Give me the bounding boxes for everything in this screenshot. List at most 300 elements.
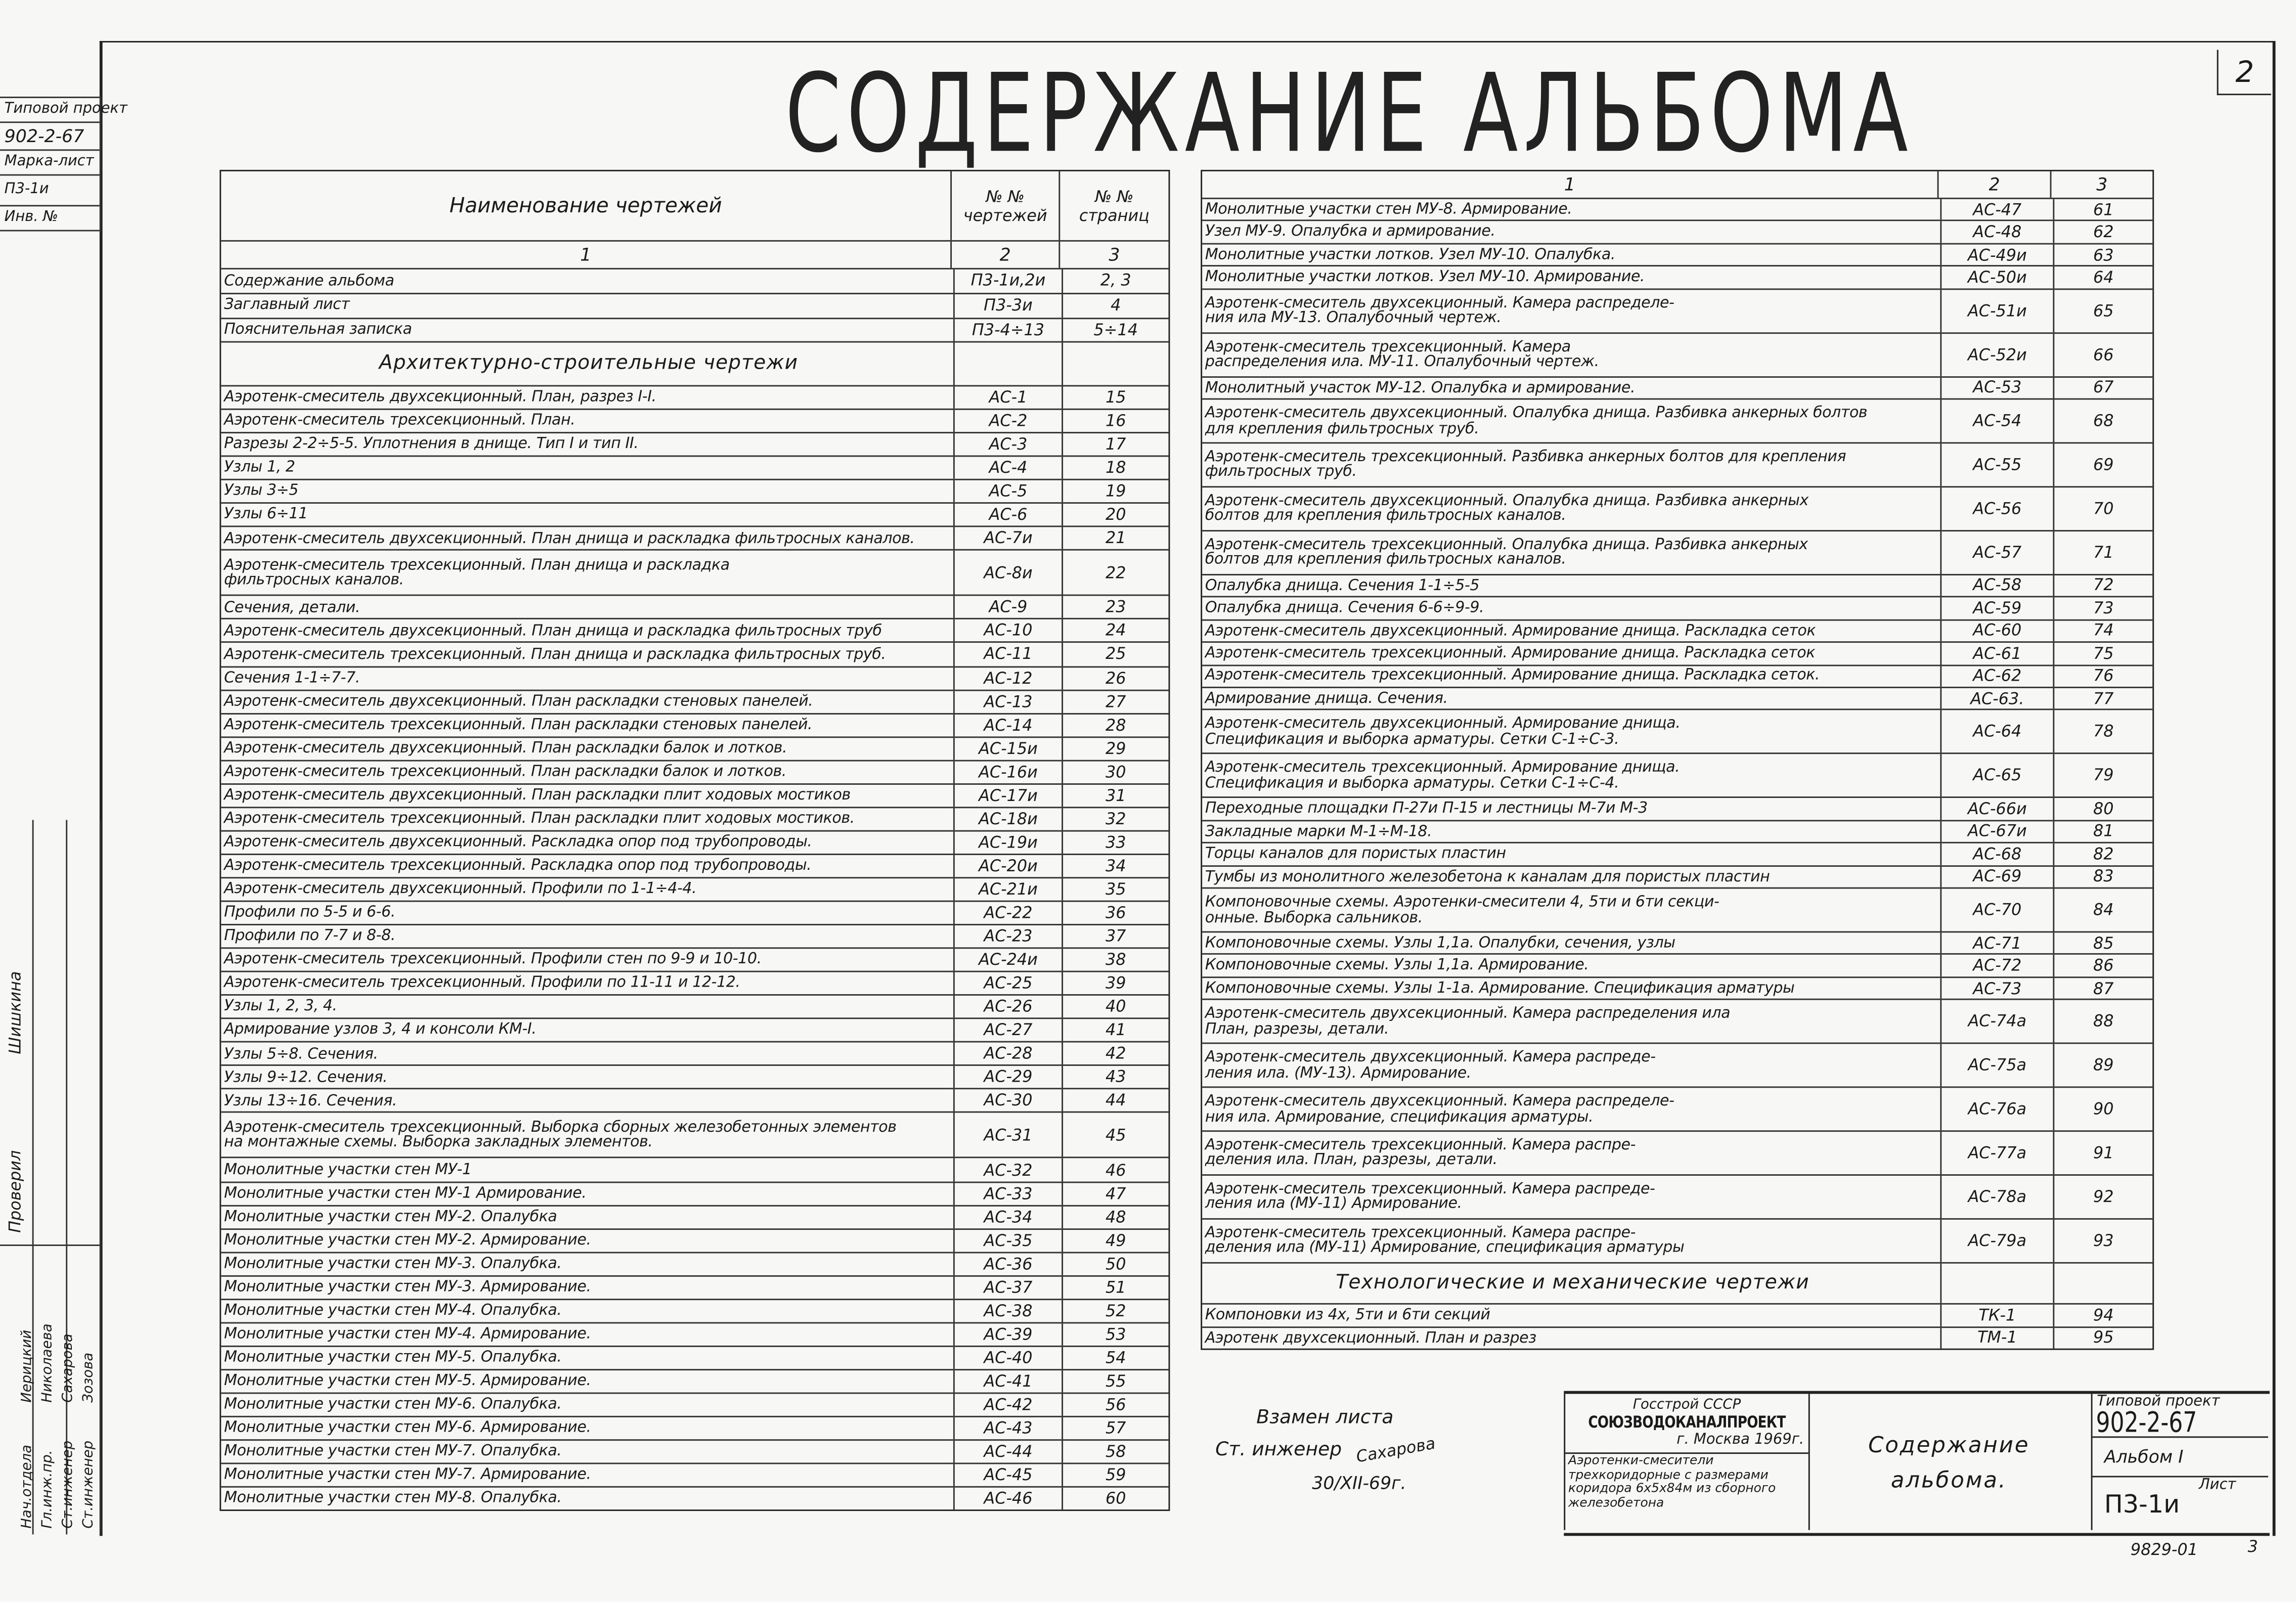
drawing-name: Узлы 1, 2, 3, 4. [221, 996, 955, 1018]
table-row [1202, 443, 2152, 487]
table-row [221, 667, 1168, 690]
table-row [221, 1394, 1168, 1417]
page-number: 48 [1106, 1207, 1126, 1227]
drawing-code: АС-55 [1941, 443, 2054, 486]
drawing-code: АС-78а [1941, 1176, 2054, 1218]
drawing-code: АС-76а [1941, 1088, 2054, 1131]
drawing-name: Аэротенк-смеситель трехсекционный. Выборка сборных железобетонных элементов на монтажные схемы. Выборка закладных элементов. [221, 1114, 955, 1158]
role-4: Ст.инженер [80, 1440, 97, 1529]
drawing-code: АС-69 [1941, 866, 2054, 887]
drawing-name: Монолитные участки стен МУ-3. Армирование. [221, 1276, 955, 1299]
table-row [221, 1114, 1168, 1159]
replacement-date: 30/XII-69г. [1312, 1473, 1406, 1494]
drawing-code: АС-14 [955, 714, 1063, 736]
contents-table-left [219, 170, 1170, 1511]
page-number: 74 [2093, 621, 2114, 641]
page-number: 86 [2093, 956, 2114, 975]
drawing-code: АС-33 [955, 1182, 1063, 1205]
drawing-code: ТМ-1 [1941, 1327, 2054, 1349]
drawing-name: Монолитные участки стен МУ-4. Армирование. [221, 1323, 955, 1346]
table-row [1202, 620, 2152, 643]
drawing-name: Монолитные участки стен МУ-4. Опалубка. [221, 1300, 955, 1322]
org-top: Госстрой СССР [1632, 1397, 1741, 1413]
drawing-name: Аэротенк-смеситель двухсекционный. План днища и раскладка фильтросных труб [221, 620, 955, 642]
drawing-name: Аэротенк-смеситель двухсекционный. Профили по 1-1÷4-4. [221, 878, 955, 901]
page-number: 21 [1106, 529, 1126, 548]
drawing-name: Компоновочные схемы. Аэротенки-смесители 4, 5ти и 6ти секци- онные. Выборка сальников. [1202, 889, 1941, 931]
table-row [221, 1253, 1168, 1276]
table-row [221, 714, 1168, 737]
page-number: 66 [2093, 345, 2114, 365]
page-number: 52 [1106, 1301, 1126, 1321]
drawing-code: АС-79а [1941, 1219, 2054, 1262]
drawing-name: Аэротенк-смеситель трехсекционный. План раскладки плит ходовых мостиков. [221, 808, 955, 830]
page-number: 84 [2093, 900, 2114, 920]
drawing-name: Технологические и механические чертежи [1202, 1263, 1941, 1303]
drawing-code: АС-35 [955, 1229, 1063, 1252]
page-number: 47 [1106, 1184, 1126, 1203]
drawing-code: АС-43 [955, 1417, 1063, 1440]
drawing-code: АС-71 [1941, 932, 2054, 954]
org-name: СОЮЗВОДОКАНАЛПРОЕКТ [1588, 1413, 1786, 1432]
drawing-code: ТК-1 [1941, 1305, 2054, 1326]
drawing-name: Аэротенк-смеситель двухсекционный. Армирование днища. Спецификация и выборка арматуры. Сетки С-1÷С-3. [1202, 710, 1941, 753]
table-row [221, 902, 1168, 925]
page-number: 36 [1106, 903, 1126, 923]
table-row [221, 386, 1168, 410]
drawing-code: АС-50и [1941, 267, 2054, 288]
drawing-name: Монолитные участки стен МУ-8. Опалубка. [221, 1488, 955, 1510]
page-number: 90 [2093, 1099, 2114, 1119]
page-number: 16 [1106, 411, 1126, 431]
drawing-name: Монолитные участки лотков. Узел МУ-10. Опалубка. [1202, 244, 1941, 265]
page-number: 2, 3 [1100, 271, 1131, 291]
drawing-code: АС-4 [955, 457, 1063, 479]
name-4: Зозова [80, 1352, 97, 1403]
page-number: 49 [1106, 1230, 1126, 1250]
sheet-title: Содержание альбома. [1868, 1431, 2030, 1493]
drawing-name: Монолитные участки стен МУ-1 [221, 1159, 955, 1181]
page-number: 94 [2093, 1306, 2114, 1325]
drawing-name: Армирование днища. Сечения. [1202, 688, 1941, 709]
drawing-name: Монолитные участки стен МУ-6. Армирование. [221, 1417, 955, 1440]
table-row [1202, 754, 2152, 798]
drawing-name: Аэротенк-смеситель двухсекционный. Опалубка днища. Разбивка анкерных болтов для крепления фильтросных труб. [1202, 400, 1941, 442]
table-row [221, 972, 1168, 996]
drawing-name: Аэротенк-смеситель трехсекционный. Армирование днища. Спецификация и выборка арматуры. Сетки С-1÷С-4. [1202, 754, 1941, 797]
table-row [221, 690, 1168, 714]
table-row [221, 1488, 1168, 1510]
page-number: 61 [2093, 200, 2114, 219]
drawing-code: АС-42 [955, 1394, 1063, 1416]
drawing-name: Аэротенк-смеситель трехсекционный. План. [221, 410, 955, 432]
role-1: Нач.отдела [19, 1444, 35, 1529]
drawing-name: Аэротенк-смеситель трехсекционный. План раскладки стеновых панелей. [221, 714, 955, 736]
table-row [1202, 798, 2152, 821]
page-number: 30 [1106, 762, 1126, 782]
page-number: 28 [1106, 715, 1126, 735]
page-number: 29 [1106, 739, 1126, 758]
table-row [221, 480, 1168, 504]
drawing-code: АС-29 [955, 1066, 1063, 1089]
drawing-code: АС-47 [1941, 199, 2054, 220]
drawing-name: Монолитные участки лотков. Узел МУ-10. Армирование. [1202, 267, 1941, 288]
table-row [221, 1417, 1168, 1441]
page-number: 24 [1106, 621, 1126, 641]
page-number: 18 [1106, 458, 1126, 478]
table-row [221, 925, 1168, 949]
drawing-name: Аэротенк-смеситель двухсекционный. Опалубка днища. Разбивка анкерных болтов для крепления фильтросных каналов. [1202, 487, 1941, 530]
drawing-name: Аэротенк-смеситель двухсекционный. Камера распределе- ния ила МУ-13. Опалубочный чертеж. [1202, 290, 1941, 332]
drawing-name: Заглавный лист [221, 294, 955, 317]
drawing-name: Аэротенк-смеситель двухсекционный. Армирование днища. Раскладка сеток [1202, 620, 1941, 642]
drawing-name: Аэротенк-смеситель трехсекционный. Камера распределения ила. МУ-11. Опалубочный чертеж. [1202, 333, 1941, 376]
page-number: 64 [2093, 268, 2114, 287]
drawing-code: АС-36 [955, 1253, 1063, 1275]
drawing-name: Разрезы 2-2÷5-5. Уплотнения в днище. Тип I и тип II. [221, 433, 955, 456]
drawing-name: Аэротенк-смеситель двухсекционный. Камера распределения ила План, разрезы, детали. [1202, 1000, 1941, 1043]
drawing-code: АС-23 [955, 925, 1063, 948]
table-row [221, 504, 1168, 527]
page-number: 35 [1106, 879, 1126, 899]
drawing-code: П3-3и [955, 294, 1063, 317]
drawing-code: АС-65 [1941, 754, 2054, 797]
drawing-code: АС-77а [1941, 1132, 2054, 1174]
type-project-label: Типовой проект [2097, 1394, 2220, 1410]
drawing-code: АС-3 [955, 433, 1063, 456]
page-number: 81 [2093, 822, 2114, 841]
page-number: 41 [1106, 1020, 1126, 1040]
drawing-name: Торцы каналов для пористых пластин [1202, 843, 1941, 865]
table-row [1202, 665, 2152, 688]
drawing-name: Узлы 5÷8. Сечения. [221, 1043, 955, 1065]
drawing-code: АС-16и [955, 761, 1063, 783]
page-number: 88 [2093, 1012, 2114, 1032]
table-row [221, 878, 1168, 902]
page-number: 22 [1106, 563, 1126, 583]
drawing-name: Монолитные участки стен МУ-5. Армирование. [221, 1370, 955, 1393]
table-row [1202, 1176, 2152, 1220]
drawing-code: АС-59 [1941, 598, 2054, 619]
page-number: 54 [1106, 1348, 1126, 1367]
drawing-code: АС-45 [955, 1464, 1063, 1487]
table-row [221, 737, 1168, 761]
header-drawing: № № чертежей [952, 171, 1060, 240]
drawing-code: АС-6 [955, 504, 1063, 526]
left-stamp [0, 97, 127, 231]
page-number: 37 [1106, 926, 1126, 946]
drawing-code: АС-54 [1941, 400, 2054, 442]
page-number: 15 [1106, 388, 1126, 407]
drawing-name: Узлы 6÷11 [221, 504, 955, 526]
table-row [1202, 843, 2152, 866]
page-number: 77 [2093, 689, 2114, 708]
drawing-code: АС-8и [955, 551, 1063, 595]
table-row [1202, 575, 2152, 598]
table-row [1202, 889, 2152, 933]
org-city: г. Москва 1969г. [1676, 1432, 1804, 1448]
page-number: 73 [2093, 598, 2114, 618]
drawing-code: АС-68 [1941, 843, 2054, 865]
column-numbers [221, 242, 1168, 270]
drawing-name: Аэротенк-смеситель двухсекционный. Камера распределе- ния ила. Армирование, спецификация арматуры. [1202, 1088, 1941, 1131]
page-number: 20 [1106, 505, 1126, 525]
drawing-code: АС-56 [1941, 487, 2054, 530]
drawing-name: Компоновочные схемы. Узлы 1,1а. Армирование. [1202, 955, 1941, 976]
role-2: Гл.инж.пр. [39, 1450, 56, 1529]
drawing-code: П3-4÷13 [955, 319, 1063, 342]
drawing-code: АС-53 [1941, 377, 2054, 398]
drawing-name: Тумбы из монолитного железобетона к каналам для пористых пластин [1202, 866, 1941, 887]
inventory-label: Инв. № [0, 206, 100, 231]
page-number: 26 [1106, 668, 1126, 688]
footer-code: 9829-01 [2130, 1540, 2198, 1560]
table-row [221, 1464, 1168, 1488]
page-number: 45 [1106, 1126, 1126, 1145]
drawing-name: Аэротенк-смеситель двухсекционный. План раскладки плит ходовых мостиков [221, 784, 955, 807]
page-number: 50 [1106, 1254, 1126, 1274]
drawing-code: АС-25 [955, 972, 1063, 995]
drawing-name: Аэротенк-смеситель двухсекционный. План днища и раскладка фильтросных каналов. [221, 527, 955, 550]
org-cell [1564, 1394, 1809, 1530]
col-number: 1 [1202, 171, 1938, 198]
drawing-code: АС-40 [955, 1347, 1063, 1369]
page-number: 65 [2093, 301, 2114, 321]
page-number: 75 [2093, 644, 2114, 663]
page-title: СОДЕРЖАНИЕ АЛЬБОМА [785, 51, 1914, 177]
page-number: 91 [2093, 1143, 2114, 1163]
page-number: 23 [1106, 598, 1126, 617]
drawing-code: АС-15и [955, 737, 1063, 760]
col-number: 2 [952, 242, 1060, 268]
table-header [221, 171, 1168, 242]
table-row [221, 433, 1168, 457]
table-row [1202, 1305, 2152, 1327]
drawing-code: АС-32 [955, 1159, 1063, 1181]
drawing-code: АС-66и [1941, 798, 2054, 820]
page-number: 80 [2093, 799, 2114, 819]
col-number: 2 [1939, 171, 2052, 198]
drawing-code: АС-18и [955, 808, 1063, 830]
drawing-name: Опалубка днища. Сечения 6-6÷9-9. [1202, 598, 1941, 619]
table-row [1202, 866, 2152, 889]
table-row [221, 831, 1168, 855]
table-row [221, 1043, 1168, 1066]
drawing-name: Аэротенк двухсекционный. План и разрез [1202, 1327, 1941, 1349]
table-row [221, 1066, 1168, 1090]
table-row [221, 1323, 1168, 1347]
table-row [221, 1019, 1168, 1043]
signature: Сахарова [1355, 1434, 1438, 1467]
album: Альбом I [2093, 1436, 2268, 1476]
drawing-code: АС-7и [955, 527, 1063, 550]
page-number: 34 [1106, 856, 1126, 876]
page-number: 60 [1106, 1489, 1126, 1508]
page-number: 85 [2093, 933, 2114, 953]
drawing-name: Армирование узлов 3, 4 и консоли КМ-I. [221, 1019, 955, 1042]
drawing-code [955, 343, 1063, 385]
page-number: 89 [2093, 1056, 2114, 1075]
table-row [1202, 1044, 2152, 1088]
page-number: 43 [1106, 1067, 1126, 1087]
drawing-name: Аэротенк-смеситель двухсекционный. План раскладки балок и лотков. [221, 737, 955, 760]
drawing-name: Монолитные участки стен МУ-1 Армирование. [221, 1182, 955, 1205]
drawing-code: АС-21и [955, 878, 1063, 901]
drawing-code: АС-34 [955, 1206, 1063, 1228]
page-number: 83 [2093, 867, 2114, 886]
table-row [221, 1370, 1168, 1394]
col-number: 3 [1109, 244, 1120, 265]
drawing-name: Монолитные участки стен МУ-3. Опалубка. [221, 1253, 955, 1275]
page-number: 31 [1106, 786, 1126, 805]
drawing-name: Содержание альбома [221, 270, 955, 293]
drawing-name: Пояснительная записка [221, 319, 955, 342]
table-row [1202, 290, 2152, 334]
drawing-name: Аэротенк-смеситель трехсекционный. Камера распре- деления ила. План, разрезы, детали. [1202, 1132, 1941, 1174]
drawing-name: Аэротенк-смеситель двухсекционный. План, разрез I-I. [221, 386, 955, 409]
page-number: 51 [1106, 1277, 1126, 1297]
drawing-name: Узлы 1, 2 [221, 457, 955, 479]
type-project-label: Типовой проект [0, 98, 100, 123]
header-name: Наименование чертежей [221, 171, 952, 240]
table-row [1202, 955, 2152, 978]
table-row [1202, 1219, 2152, 1263]
name-2: Николаева [39, 1323, 56, 1403]
drawing-code: АС-20и [955, 855, 1063, 877]
drawing-name: Аэротенк-смеситель двухсекционный. Камера распреде- ления ила. (МУ-13). Армирование. [1202, 1044, 1941, 1087]
drawing-name: Аэротенк-смеситель трехсекционный. Профили по 11-11 и 12-12. [221, 972, 955, 995]
object-name: Аэротенки-смесители трехкоридорные с размерами коридора 6х5х84м из сборного железобетона [1565, 1452, 1808, 1512]
page-number: 78 [2093, 722, 2114, 742]
drawing-name: Аэротенк-смеситель трехсекционный. Разбивка анкерных болтов для крепления фильтросных труб. [1202, 443, 1941, 486]
page-number: 63 [2093, 245, 2114, 264]
name-1: Иерицкий [19, 1329, 35, 1403]
drawing-name: Монолитные участки стен МУ-7. Армирование. [221, 1464, 955, 1487]
page-number: 79 [2093, 766, 2114, 785]
page-number: 68 [2093, 411, 2114, 431]
page-number: 57 [1106, 1418, 1126, 1438]
table-row [221, 1090, 1168, 1113]
name-3: Сахарова [60, 1333, 76, 1403]
page-number: 55 [1106, 1371, 1126, 1391]
page-number: 27 [1106, 692, 1126, 711]
drawing-code: АС-46 [955, 1488, 1063, 1510]
table-row [221, 1300, 1168, 1323]
contents-table-right [1201, 170, 2154, 1350]
table-row [221, 996, 1168, 1019]
drawing-name: Компоновки из 4х, 5ти и 6ти секций [1202, 1305, 1941, 1326]
table-row [221, 1276, 1168, 1300]
drawing-code: АС-64 [1941, 710, 2054, 753]
drawing-code: АС-39 [955, 1323, 1063, 1346]
table-row [1202, 244, 2152, 267]
drawing-code: АС-1 [955, 386, 1063, 409]
table-row [1202, 222, 2152, 245]
drawing-code: АС-10 [955, 620, 1063, 642]
table-row [221, 949, 1168, 972]
drawing-code: АС-24и [955, 949, 1063, 971]
drawing-code: АС-57 [1941, 531, 2054, 573]
drawing-code: АС-30 [955, 1090, 1063, 1112]
drawing-name: Монолитные участки стен МУ-8. Армирование. [1202, 199, 1941, 220]
header-page: № № страниц [1079, 187, 1150, 225]
table-row [1202, 267, 2152, 290]
drawing-name: Профили по 7-7 и 8-8. [221, 925, 955, 948]
table-row [221, 855, 1168, 878]
drawing-name: Монолитные участки стен МУ-2. Армирование. [221, 1229, 955, 1252]
page-number: 17 [1106, 435, 1126, 454]
table-row [221, 620, 1168, 643]
col-number: 3 [2096, 174, 2108, 195]
checked-label: Проверил [6, 1150, 25, 1233]
drawing-name: Аэротенк-смеситель трехсекционный. План днища и раскладка фильтросных труб. [221, 643, 955, 665]
sheet-number: П3-1и [2104, 1490, 2180, 1520]
replacement-role: Ст. инженер [1215, 1439, 1342, 1461]
table-row [221, 319, 1168, 343]
page-number: 69 [2093, 455, 2114, 474]
page-number: 40 [1106, 997, 1126, 1016]
table-row [1202, 1000, 2152, 1044]
page-number: 53 [1106, 1324, 1126, 1344]
drawing-name: Аэротенк-смеситель трехсекционный. Опалубка днища. Разбивка анкерных болтов для крепления фильтросных каналов. [1202, 531, 1941, 573]
page-number: 71 [2093, 543, 2114, 562]
drawing-name: Аэротенк-смеситель трехсекционный. Камера распре- деления ила (МУ-11) Армирование, спецификация арматуры [1202, 1219, 1941, 1262]
page-number: 92 [2093, 1187, 2114, 1207]
drawing-code: АС-11 [955, 643, 1063, 665]
page-number: 19 [1106, 482, 1126, 501]
table-row [221, 1441, 1168, 1464]
drawing-name: Аэротенк-смеситель трехсекционный. Профили стен по 9-9 и 10-10. [221, 949, 955, 971]
drawing-name: Опалубка днища. Сечения 1-1÷5-5 [1202, 575, 1941, 596]
drawing-code: АС-75а [1941, 1044, 2054, 1087]
drawing-code: АС-52и [1941, 333, 2054, 376]
drawing-name: Узлы 9÷12. Сечения. [221, 1066, 955, 1089]
drawing-code: АС-74а [1941, 1000, 2054, 1043]
drawing-name: Монолитные участки стен МУ-7. Опалубка. [221, 1441, 955, 1463]
section-heading-row [221, 343, 1168, 387]
drawing-code: АС-63. [1941, 688, 2054, 709]
drawing-name: Аэротенк-смеситель трехсекционный. Раскладка опор под трубопроводы. [221, 855, 955, 877]
page-number: 62 [2093, 223, 2114, 242]
drawing-name: Узел МУ-9. Опалубка и армирование. [1202, 222, 1941, 243]
table-row [221, 1159, 1168, 1182]
table-row [221, 1182, 1168, 1206]
mark-sheet-label: Марка-лист [0, 151, 100, 175]
table-row [1202, 688, 2152, 711]
page-number: 2 [2217, 50, 2271, 95]
page-number: 46 [1106, 1160, 1126, 1180]
table-row [1202, 710, 2152, 754]
drawing-name: Аэротенк-смеситель двухсекционный. Раскладка опор под трубопроводы. [221, 831, 955, 854]
drawing-name: Закладные марки М-1÷М-18. [1202, 821, 1941, 842]
drawing-code: АС-73 [1941, 978, 2054, 999]
drawing-code: АС-13 [955, 690, 1063, 713]
drawing-code: АС-51и [1941, 290, 2054, 332]
drawing-code: АС-9 [955, 597, 1063, 619]
table-row [221, 808, 1168, 831]
table-row [1202, 333, 2152, 377]
table-row [221, 457, 1168, 480]
table-row [1202, 978, 2152, 1001]
page-number: 76 [2093, 666, 2114, 686]
page-number: 72 [2093, 576, 2114, 595]
replacement-note [1215, 1403, 1508, 1499]
page-number: 70 [2093, 499, 2114, 518]
table-row [1202, 598, 2152, 620]
page-number: 56 [1106, 1395, 1126, 1414]
drawing-name: Монолитный участок МУ-12. Опалубка и армирование. [1202, 377, 1941, 398]
drawing-name: Узлы 13÷16. Сечения. [221, 1090, 955, 1112]
